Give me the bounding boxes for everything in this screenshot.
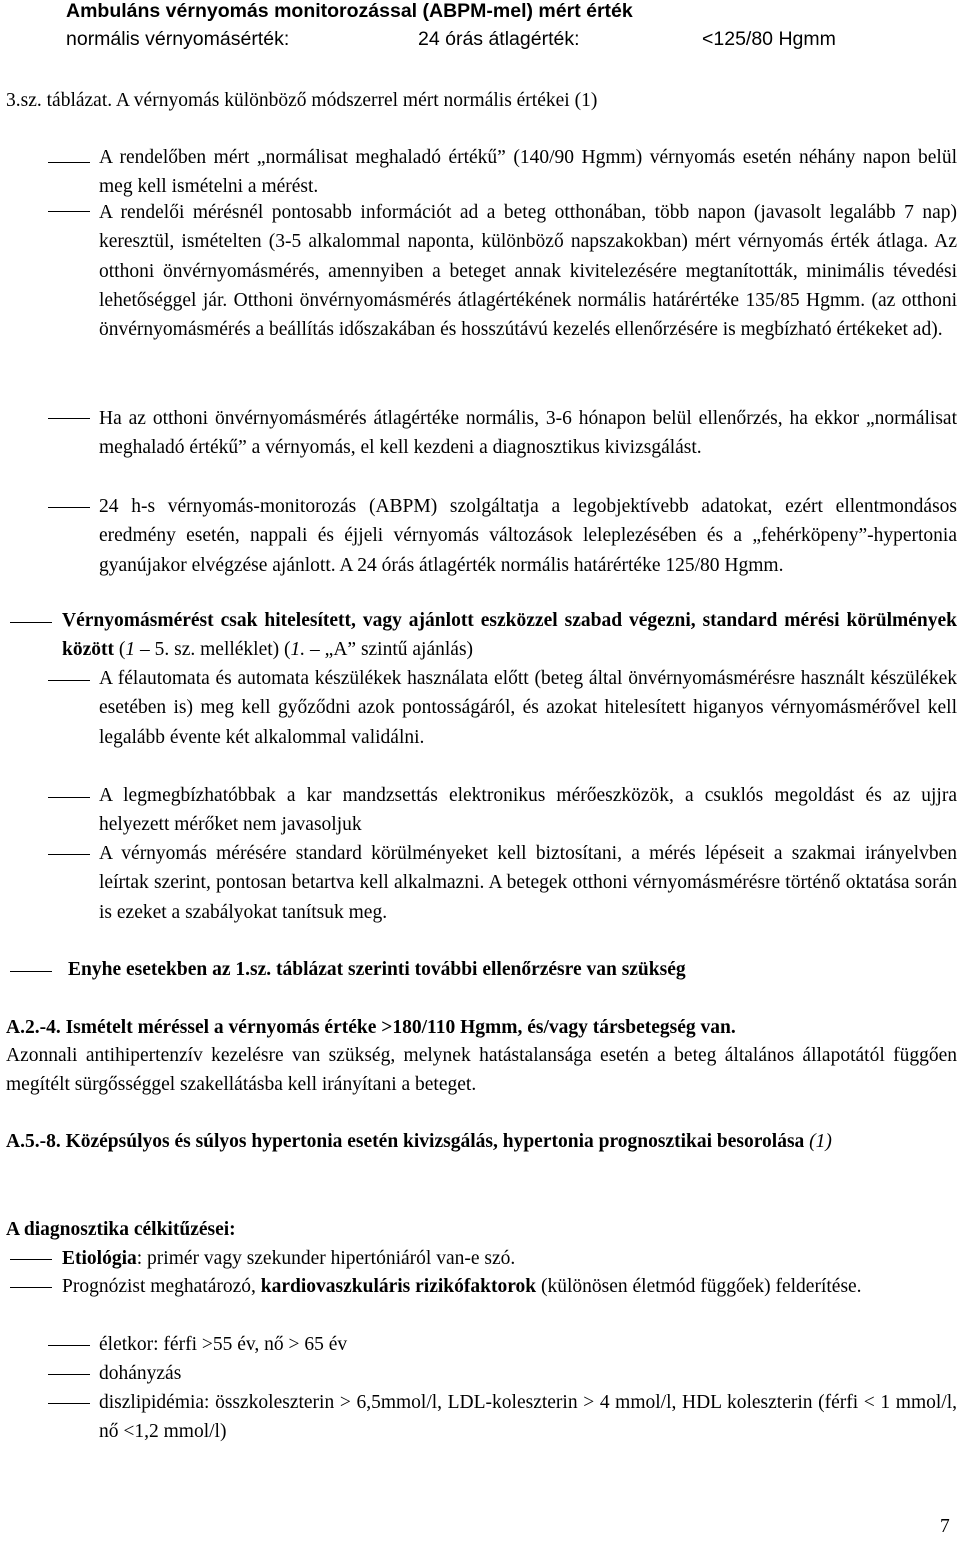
- text: „A” szintű ajánlás): [319, 639, 474, 661]
- dash-icon: [48, 211, 90, 212]
- dash-icon: [48, 1374, 90, 1375]
- list-item: A rendelőben mért „normálisat meghaladó értékű” (140/90 Hgmm) vérnyomás esetén néhány napon belül meg kell ismételni a mérést.: [99, 147, 957, 198]
- text: kardiovaszkuláris rizikófaktorok: [260, 1276, 537, 1297]
- dash-icon: [48, 854, 90, 855]
- a24-text: Azonnali antihipertenzív kezelésre van szükség, melynek hatástalansága esetén a beteg általános állapotától függően megítélt sürgősséggel szakellátásba kell irányítani a beteget.: [6, 1045, 957, 1096]
- a24-heading: A.2.-4. Ismételt méréssel a vérnyomás értéke >180/110 Hgmm, és/vagy társbetegség van.: [6, 1017, 736, 1038]
- list-item: A vérnyomás mérésére standard körülményeket kell biztosítani, a mérés lépéseit a szakmai irányelvben leírtak szerint, pontosan betartva kell alkalmazni. A betegek otthoni vérnyomásmérésre történő oktatása során is ezeket a szabályokat tanítsuk meg.: [99, 843, 957, 923]
- enyhe-line: [68, 955, 960, 984]
- page-number: 7: [940, 1516, 950, 1537]
- abpm-value: <125/80 Hgmm: [702, 28, 836, 50]
- text: Prognózist meghatározó,: [62, 1276, 261, 1297]
- text: (: [114, 639, 126, 661]
- dash-icon: [48, 507, 90, 508]
- dash-icon: [48, 797, 90, 798]
- list-item: Ha az otthoni önvérnyomásmérés átlagértéke normális, 3-6 hónapon belül ellenőrzés, ha ekkor „normálisat meghaladó értékű” a vérnyomás, el kell kezdeni a diagnosztikus kivizsgálást.: [99, 408, 957, 459]
- a58-heading-text: A.5.-8. Középsúlyos és súlyos hypertonia esetén kivizsgálás, hypertonia prognosztikai besorolása: [6, 1131, 805, 1152]
- dash-icon: [10, 971, 52, 972]
- dash-icon: [48, 1403, 90, 1404]
- text: 1: [125, 639, 136, 661]
- abpm-heading: Ambuláns vérnyomás monitorozással (ABPM-mel) mért érték: [66, 0, 633, 22]
- dash-icon: [48, 418, 90, 419]
- text: Etiológia: [62, 1248, 137, 1269]
- text: : primér vagy szekunder hipertóniáról van-e szó.: [136, 1248, 516, 1269]
- diag-heading: A diagnosztika célkitűzései:: [6, 1219, 236, 1240]
- list-item: A félautomata és automata készülékek használata előtt (beteg által önvérnyomásmérésre használt készülékek esetében is) meg kell győződni azok pontosságáról, és azokat hitelesített higanyos vérnyomásmérővel kell legalább évente két alkalommal validálni.: [99, 668, 957, 748]
- abpm-mid: 24 órás átlagérték:: [418, 28, 580, 50]
- list-item: A rendelői mérésnél pontosabb információt ad a beteg otthonában, több napon (javasolt legalább 7 nap) keresztül, ismételten (3-5 alkalommal naponta, különböző napszakokban) mért vérnyomás érték átlaga. Az otthoni önvérnyomásmérés, amennyiben a beteget annak kivitelezésére megtanították, minimális tévedési lehetőséggel jár. Otthoni önvérnyomásmérés átlagértékének normális határértéke 135/85 Hgmm. (az otthoni önvérnyomásmérés a beállítás időszakában és hosszútávú kezelés ellenőrzésére is megbízható értékeket ad).: [99, 202, 957, 341]
- text: 5. sz. melléklet) (: [154, 639, 291, 661]
- main-bullet: Vérnyomásmérést csak hitelesített, vagy ajánlott eszközzel szabad végezni, standard mérési körülmények között (1 – 5. sz. melléklet) (1. – „A” szintű ajánlás): [62, 610, 957, 661]
- dash-icon: [10, 1259, 52, 1260]
- dash-icon: [10, 1287, 52, 1288]
- dash-icon: [48, 1345, 90, 1346]
- diag-sub-item: diszlipidémia: összkoleszterin > 6,5mmol/l, LDL-koleszterin > 4 mmol/l, HDL koleszterin (férfi < 1 mmol/l, nő <1,2 mmol/l): [99, 1392, 957, 1443]
- enyhe-text: Enyhe esetekben az 1.sz. táblázat szerinti további ellenőrzésre van szükség: [68, 959, 686, 980]
- list-item: 24 h-s vérnyomás-monitorozás (ABPM) szolgáltatja a legobjektívebb adatokat, ezért ellentmondásos eredmény esetén, nappali és éjjeli vérnyomás változások leleplezésében és a „fehérköpeny”-hypertonia gyanújakor elvégzése ajánlott. A 24 órás átlagérték normális határértéke 125/80 Hgmm.: [99, 496, 957, 576]
- dash-icon: [48, 680, 90, 681]
- text: 1.: [290, 639, 306, 661]
- diag-sub-item: dohányzás: [99, 1363, 182, 1384]
- abpm-label: normális vérnyomásérték:: [66, 28, 290, 50]
- table-caption: 3.sz. táblázat. A vérnyomás különböző módszerrel mért normális értékei (1): [6, 90, 598, 111]
- text: (különösen életmód függőek) felderítése.: [536, 1276, 862, 1297]
- dash-icon: [48, 162, 90, 163]
- diag-item-2: [62, 1272, 957, 1301]
- dash-icon: [10, 622, 52, 623]
- diag-sub-item: életkor: férfi >55 év, nő > 65 év: [99, 1334, 348, 1355]
- a58-ref: (1): [804, 1131, 832, 1152]
- diag-item-1: [62, 1244, 957, 1273]
- a58-heading: [6, 1127, 957, 1156]
- list-item: A legmegbízhatóbbak a kar mandzsettás elektronikus mérőeszközök, a csuklós megoldást és az ujjra helyezett mérőket nem javasoljuk: [99, 785, 957, 836]
- main-bullet-bold: Vérnyomásmérést csak hitelesített, vagy ajánlott eszközzel szabad végezni, standard mérési körülmények között: [62, 610, 957, 661]
